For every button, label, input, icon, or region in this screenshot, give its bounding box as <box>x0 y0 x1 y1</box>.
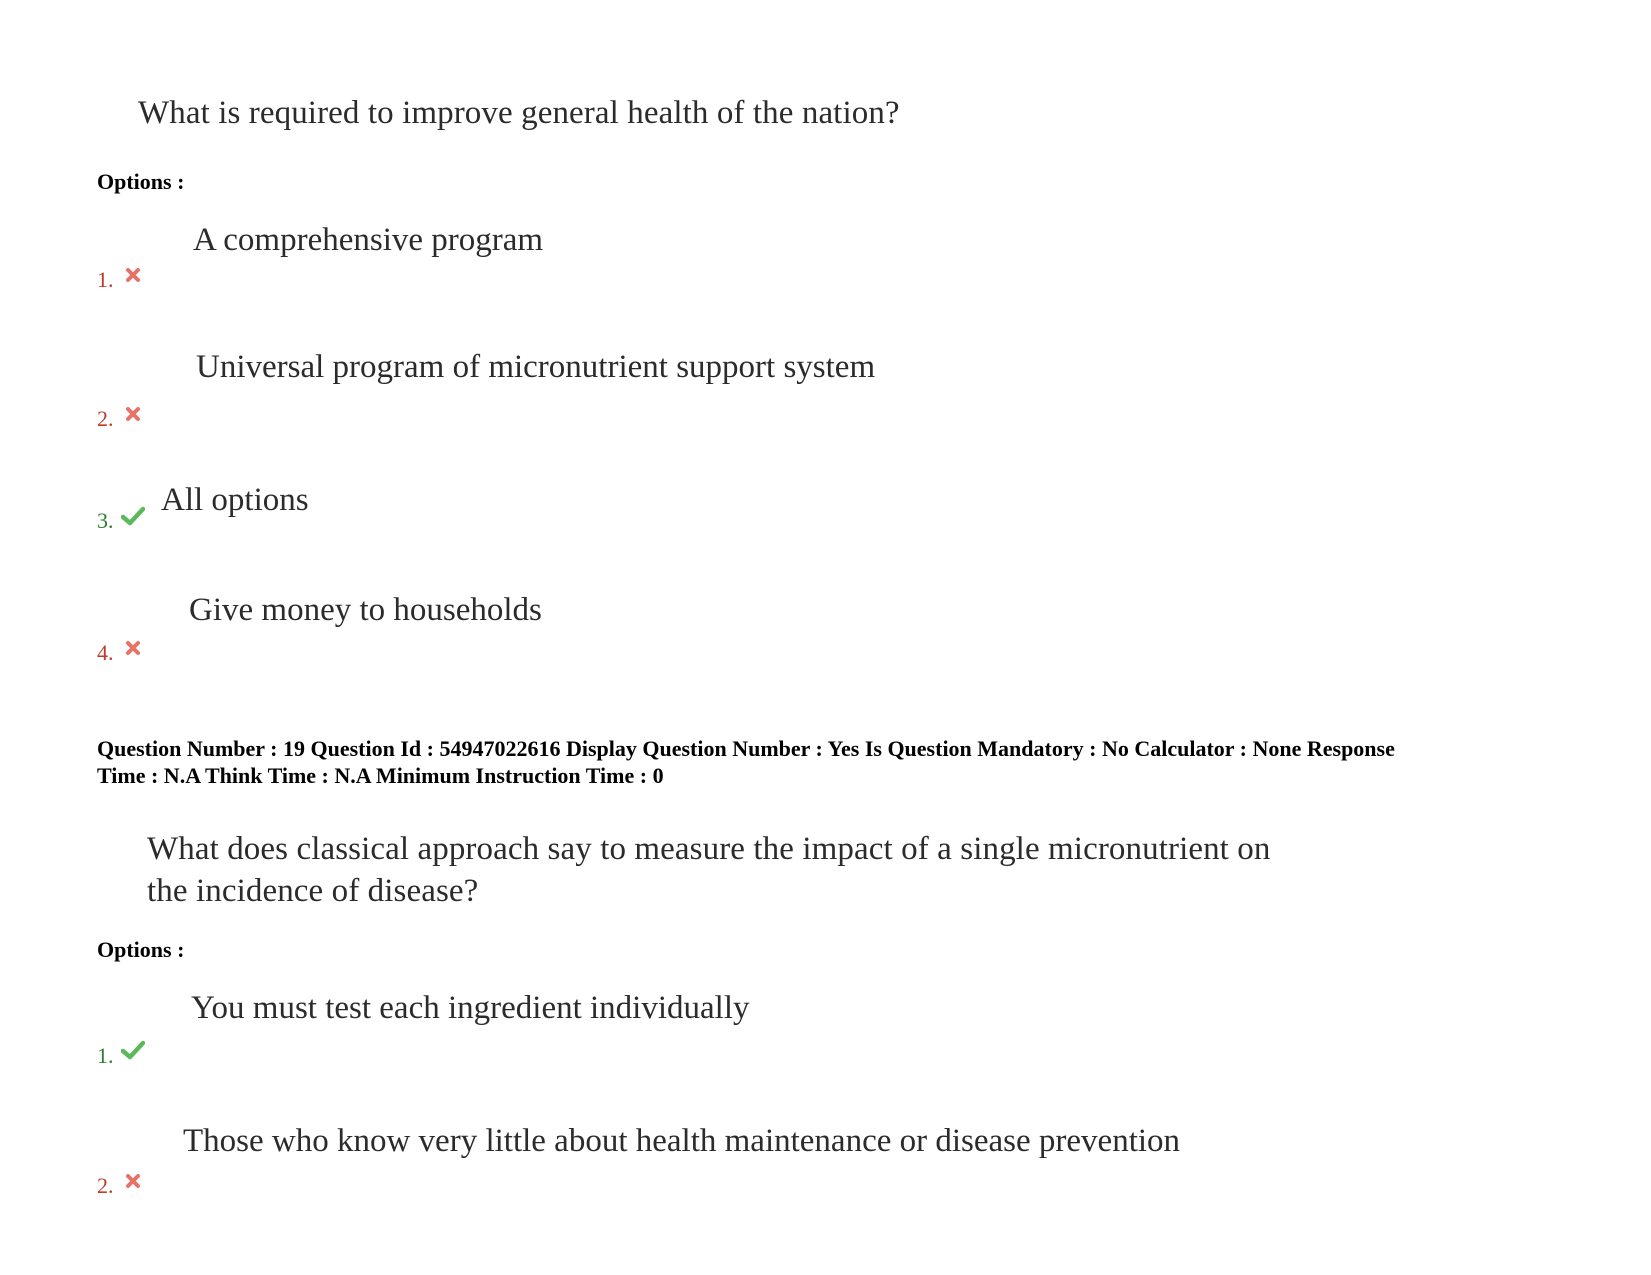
option-number: 3. <box>97 508 114 533</box>
question-19-text <box>147 828 1271 912</box>
question-text-line: What does classical approach say to measure the impact of a single micronutrient on <box>147 831 1271 867</box>
question-text-line: the incidence of disease? <box>147 873 479 909</box>
option-number: 1. <box>97 1043 114 1068</box>
option-text: A comprehensive program <box>193 222 544 258</box>
options-label: Options : <box>97 169 185 194</box>
question-metadata <box>97 735 1577 789</box>
check-icon <box>121 1040 145 1060</box>
question-18-text: What is required to improve general health of the nation? <box>138 95 900 131</box>
option-number: 4. <box>97 640 114 665</box>
option-text: Those who know very little about health maintenance or disease prevention <box>183 1123 1181 1159</box>
option-text: Universal program of micronutrient support system <box>196 349 876 385</box>
question-metadata-line: Time : N.A Think Time : N.A Minimum Instruction Time : 0 <box>97 763 664 788</box>
check-icon <box>121 506 145 526</box>
option-number: 2. <box>97 1173 114 1198</box>
question-metadata-line: Question Number : 19 Question Id : 54947022616 Display Question Number : Yes Is Question Mandatory : No Calculator : None Response <box>97 736 1395 761</box>
cross-icon <box>124 266 142 284</box>
cross-icon <box>124 405 142 423</box>
options-label: Options : <box>97 937 185 962</box>
option-number: 2. <box>97 406 114 431</box>
option-text: Give money to households <box>189 592 542 628</box>
cross-icon <box>124 639 142 657</box>
option-text: You must test each ingredient individually <box>191 990 750 1026</box>
cross-icon <box>124 1172 142 1190</box>
option-text: All options <box>161 482 309 518</box>
option-number: 1. <box>97 267 114 292</box>
